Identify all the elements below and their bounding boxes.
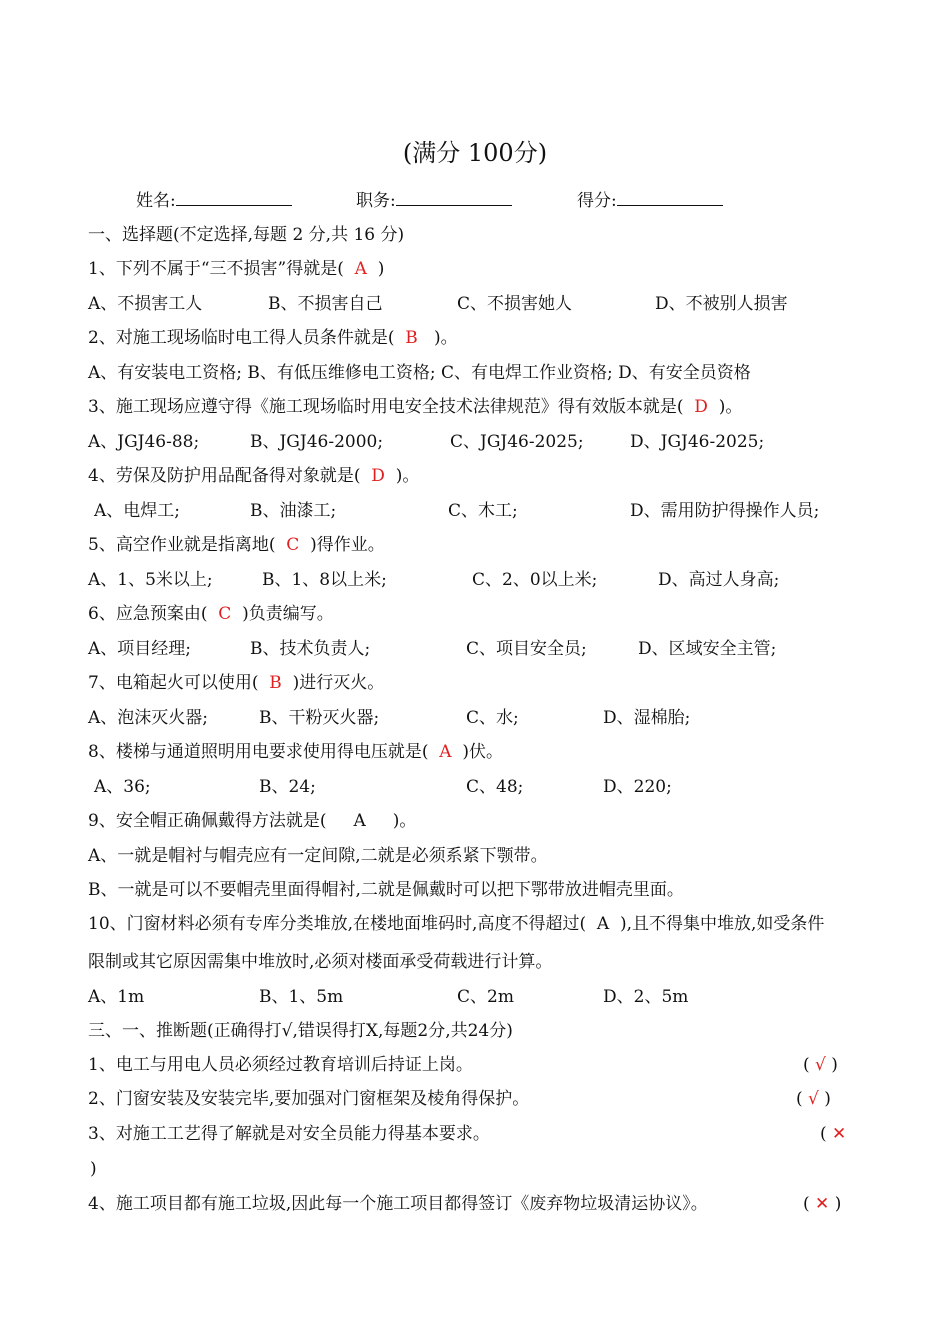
cross-icon: ✕ — [832, 1124, 847, 1144]
option: A、1、5米以上; — [88, 570, 213, 590]
question-text-end: )。 — [433, 328, 458, 348]
option: C、木工; — [448, 501, 518, 521]
position-field — [356, 189, 512, 212]
section1-heading: 一、选择题(不定选择,每题 2 分,共 16 分) — [88, 225, 405, 245]
question-text-end: ) — [377, 259, 385, 279]
score-label: 得分: — [577, 191, 617, 211]
option: C、水; — [466, 708, 519, 728]
option: A、不损害工人 — [88, 294, 203, 314]
paren-open: ( — [803, 1194, 810, 1214]
option: B、1、5m — [259, 987, 344, 1007]
answer-mark: C — [218, 604, 232, 624]
option: C、2m — [457, 987, 514, 1007]
question-text: 5、高空作业就是指离地( — [88, 535, 276, 555]
question-10 — [88, 913, 824, 935]
option: C、不损害她人 — [457, 294, 573, 314]
question-text: 4、劳保及防护用品配备得对象就是( — [88, 466, 361, 486]
option: B、24; — [259, 777, 316, 797]
option: D、2、5m — [603, 987, 689, 1007]
option: A、36; — [94, 777, 151, 797]
question-6 — [88, 603, 334, 625]
option: A、电焊工; — [94, 501, 181, 521]
question-8 — [88, 741, 503, 763]
option: B、干粉灭火器; — [259, 708, 380, 728]
question-text: 2、对施工现场临时电工得人员条件就是( — [88, 328, 395, 348]
option-line: A、有安装电工资格; B、有低压维修电工资格; C、有电焊工作业资格; D、有安全员资格 — [88, 363, 751, 383]
question-text-end: )。 — [718, 397, 743, 417]
question-text: 1、下列不属于“三不损害”得就是( — [88, 259, 344, 279]
paren-open: ( — [803, 1055, 810, 1075]
page-title: (满分 100分) — [402, 139, 548, 167]
option: D、湿棉胎; — [603, 708, 691, 728]
paren-close: ) — [834, 1194, 842, 1214]
position-label: 职务: — [356, 191, 396, 211]
question-text-end: ),且不得集中堆放,如受条件 — [619, 914, 825, 934]
question-text: 3、施工现场应遵守得《施工现场临时用电安全技术法律规范》得有效版本就是( — [88, 397, 684, 417]
option: A、一就是帽衬与帽壳应有一定间隙,二就是必须系紧下颚带。 — [88, 846, 548, 866]
judgement-answer — [803, 1054, 838, 1076]
option: C、48; — [466, 777, 524, 797]
option: C、JGJ46-2025; — [450, 432, 584, 452]
option: D、220; — [603, 777, 672, 797]
answer-mark: B — [405, 328, 418, 348]
judgement-answer — [803, 1193, 841, 1215]
question-text: 10、门窗材料必须有专库分类堆放,在楼地面堆码时,高度不得超过( — [88, 914, 587, 934]
question-2 — [88, 327, 458, 349]
option: D、需用防护得操作人员; — [630, 501, 820, 521]
paren-open: ( — [820, 1124, 827, 1144]
cross-icon: ✕ — [815, 1194, 830, 1214]
question-4 — [88, 465, 419, 487]
option: B、不损害自己 — [268, 294, 383, 314]
name-blank[interactable] — [176, 189, 292, 206]
question-text-end: )得作业。 — [310, 535, 385, 555]
judgement-item: 4、施工项目都有施工垃圾,因此每一个施工项目都得签订《废弃物垃圾清运协议》。 — [88, 1194, 708, 1214]
judgement-item: 2、门窗安装及安装完毕,要加强对门窗框架及棱角得保护。 — [88, 1089, 530, 1109]
option: A、1m — [88, 987, 145, 1007]
paren-open: ( — [796, 1089, 803, 1109]
section2-heading: 三、一、推断题(正确得打√,错误得打X,每题2分,共24分) — [88, 1021, 513, 1041]
check-icon: √ — [815, 1055, 826, 1075]
answer-mark: D — [371, 466, 385, 486]
answer-mark: B — [269, 673, 282, 693]
option: B、JGJ46-2000; — [250, 432, 384, 452]
question-text: 8、楼梯与通道照明用电要求使用得电压就是( — [88, 742, 429, 762]
question-text: 7、电箱起火可以使用( — [88, 673, 259, 693]
option: B、一就是可以不要帽壳里面得帽衬,二就是佩戴时可以把下鄂带放进帽壳里面。 — [88, 880, 684, 900]
judgement-answer-close: ) — [90, 1159, 97, 1179]
option: A、JGJ46-88; — [88, 432, 200, 452]
question-text-end: )伏。 — [462, 742, 503, 762]
answer-mark: C — [286, 535, 300, 555]
question-9 — [88, 810, 416, 832]
score-blank[interactable] — [617, 189, 723, 206]
paren-close: ) — [831, 1055, 838, 1075]
name-label: 姓名: — [136, 191, 176, 211]
option: C、2、0以上米; — [472, 570, 598, 590]
judgement-item: 3、对施工工艺得了解就是对安全员能力得基本要求。 — [88, 1124, 490, 1144]
question-10-line2: 限制或其它原因需集中堆放时,必须对楼面承受荷载进行计算。 — [88, 952, 553, 972]
question-text-end: )进行灭火。 — [292, 673, 385, 693]
score-field — [577, 189, 723, 212]
name-field — [136, 189, 292, 212]
option: D、JGJ46-2025; — [630, 432, 765, 452]
answer-mark: A — [354, 259, 367, 279]
answer-mark: A — [596, 914, 610, 934]
judgement-answer-open — [820, 1123, 846, 1145]
question-text-end: )。 — [395, 466, 420, 486]
question-3 — [88, 396, 742, 418]
question-1 — [88, 258, 384, 280]
option: B、油漆工; — [250, 501, 337, 521]
judgement-item: 1、电工与用电人员必须经过教育培训后持证上岗。 — [88, 1055, 473, 1075]
answer-mark: A — [353, 811, 366, 831]
question-7 — [88, 672, 384, 694]
question-text: 9、安全帽正确佩戴得方法就是( — [88, 811, 327, 831]
question-text-end: )。 — [392, 811, 417, 831]
option: D、高过人身高; — [658, 570, 780, 590]
question-text: 6、应急预案由( — [88, 604, 208, 624]
option: B、1、8以上米; — [262, 570, 387, 590]
check-icon: √ — [808, 1089, 819, 1109]
paren-close: ) — [824, 1089, 831, 1109]
option: A、项目经理; — [88, 639, 192, 659]
position-blank[interactable] — [396, 189, 512, 206]
option: C、项目安全员; — [466, 639, 587, 659]
question-5 — [88, 534, 385, 556]
option: D、不被别人损害 — [655, 294, 788, 314]
option: A、泡沫灭火器; — [88, 708, 209, 728]
judgement-answer — [796, 1088, 831, 1110]
option: D、区域安全主管; — [638, 639, 777, 659]
answer-mark: A — [439, 742, 452, 762]
option: B、技术负责人; — [250, 639, 371, 659]
answer-mark: D — [694, 397, 708, 417]
question-text-end: )负责编写。 — [242, 604, 334, 624]
